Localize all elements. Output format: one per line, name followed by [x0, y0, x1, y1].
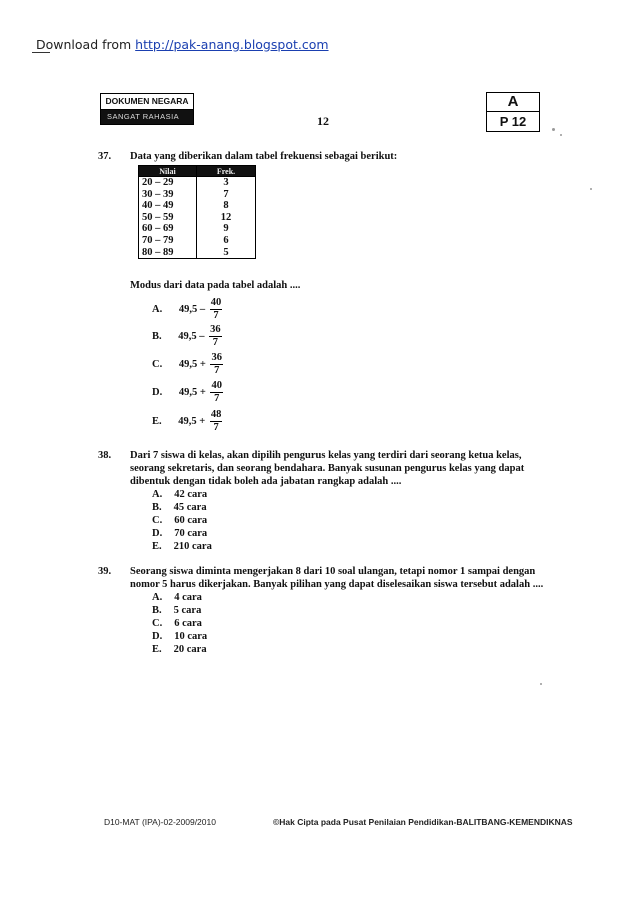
answer-option: [152, 502, 207, 513]
table-header-row: [139, 166, 256, 177]
option-label: D.: [152, 528, 163, 539]
option-label: B.: [152, 605, 162, 616]
answer-option: [152, 618, 202, 629]
fraction-denominator: 7: [213, 310, 219, 321]
answer-option: [152, 605, 201, 616]
table-row: [139, 200, 256, 212]
fraction-denominator: 7: [213, 422, 219, 433]
scan-speck: [552, 128, 555, 131]
table-row: [139, 247, 256, 259]
answer-option: [152, 297, 222, 322]
question-prompt: Modus dari data pada tabel adalah ....: [130, 280, 301, 291]
option-base: 49,5 –: [178, 303, 206, 315]
table-cell: 40 – 49: [139, 200, 197, 212]
question-number: 37.: [98, 151, 112, 162]
option-base: 49,5 +: [178, 386, 206, 398]
option-label: D.: [152, 386, 163, 398]
table-cell: 70 – 79: [139, 235, 197, 247]
table-cell: 6: [197, 235, 256, 247]
answer-option: [152, 592, 202, 603]
scan-speck: [560, 134, 562, 136]
fraction-denominator: 7: [212, 337, 219, 348]
option-text: 210 cara: [173, 541, 212, 552]
download-link[interactable]: http://pak-anang.blogspot.com: [135, 37, 329, 52]
exam-code-box: [486, 92, 540, 132]
option-text: 5 cara: [173, 605, 202, 616]
table-cell: 3: [197, 177, 256, 189]
table-header: Frek.: [197, 166, 256, 177]
fraction-numerator: 36: [210, 324, 221, 335]
answer-option: [152, 541, 212, 552]
doc-label: DOKUMEN NEGARA: [101, 94, 193, 110]
table-cell: 5: [197, 247, 256, 259]
question-text-line: nomor 5 harus dikerjakan. Banyak pilihan yang dapat diselesaikan siswa tersebut adalah ....: [130, 579, 544, 590]
table-row: [139, 212, 256, 224]
answer-option: [152, 352, 223, 377]
option-base: 49,5 +: [178, 415, 206, 427]
fraction-numerator: 40: [211, 380, 222, 391]
download-notice: [36, 37, 329, 52]
option-label: A.: [152, 303, 163, 315]
answer-option: [152, 380, 223, 405]
option-label: E.: [152, 541, 162, 552]
option-text: 6 cara: [174, 618, 202, 629]
fraction-denominator: 7: [214, 365, 220, 376]
exam-code-letter: A: [487, 93, 539, 112]
table-cell: 20 – 29: [139, 177, 197, 189]
option-label: C.: [152, 618, 163, 629]
download-prefix: Download from: [36, 37, 136, 52]
table-row: [139, 189, 256, 201]
option-label: B.: [152, 502, 162, 513]
option-label: A.: [152, 489, 163, 500]
table-cell: 8: [197, 200, 256, 212]
question-text-line: dibentuk dengan tidak boleh ada jabatan rangkap adalah ....: [130, 476, 402, 487]
table-header: Nilai: [139, 166, 197, 177]
divider: [32, 52, 50, 53]
fraction: [210, 297, 223, 322]
answer-option: [152, 489, 207, 500]
option-label: E.: [152, 415, 162, 427]
table-row: [139, 177, 256, 189]
footer-copyright: ©Hak Cipta pada Pusat Penilaian Pendidikan-BALITBANG-KEMENDIKNAS: [273, 817, 573, 827]
fraction: [210, 380, 223, 405]
frequency-table: [138, 165, 256, 259]
answer-option: [152, 515, 207, 526]
fraction-numerator: 40: [210, 297, 222, 308]
answer-option: [152, 324, 222, 349]
fraction-denominator: 7: [214, 393, 220, 404]
option-text: 42 cara: [174, 489, 208, 500]
option-label: E.: [152, 644, 162, 655]
fraction-numerator: 36: [211, 352, 222, 363]
table-row: [139, 235, 256, 247]
option-text: 4 cara: [174, 592, 202, 603]
question-text-line: Dari 7 siswa di kelas, akan dipilih pengurus kelas yang terdiri dari seorang ketua kelas,: [130, 450, 522, 461]
scan-speck: [590, 188, 592, 190]
footer-code: D10-MAT (IPA)-02-2009/2010: [104, 817, 216, 827]
table-row: [139, 223, 256, 235]
question-text-line: Seorang siswa diminta mengerjakan 8 dari 10 soal ulangan, tetapi nomor 1 sampai dengan: [130, 566, 536, 577]
fraction: [209, 324, 222, 349]
option-base: 49,5 –: [178, 330, 205, 342]
scan-speck: [540, 683, 542, 685]
table-cell: 50 – 59: [139, 212, 197, 224]
option-label: A.: [152, 592, 163, 603]
question-number: 39.: [98, 566, 112, 577]
table-cell: 80 – 89: [139, 247, 197, 259]
table-cell: 9: [197, 223, 256, 235]
doc-sub-label: SANGAT RAHASIA: [101, 110, 193, 124]
answer-option: [152, 528, 207, 539]
option-label: B.: [152, 330, 162, 342]
option-label: C.: [152, 515, 163, 526]
option-label: D.: [152, 631, 163, 642]
question-text-line: seorang sekretaris, dan seorang bendahara. Banyak susunan pengurus kelas yang dapat: [130, 463, 525, 474]
option-text: 10 cara: [174, 631, 208, 642]
table-cell: 7: [197, 189, 256, 201]
answer-option: [152, 631, 207, 642]
fraction: [210, 409, 223, 434]
option-text: 20 cara: [173, 644, 207, 655]
table-cell: 30 – 39: [139, 189, 197, 201]
question-number: 38.: [98, 450, 112, 461]
question-stem: Data yang diberikan dalam tabel frekuensi sebagai berikut:: [130, 151, 398, 162]
fraction-numerator: 48: [210, 409, 222, 420]
option-text: 45 cara: [173, 502, 207, 513]
option-text: 60 cara: [174, 515, 208, 526]
option-label: C.: [152, 358, 163, 370]
page-number: 12: [317, 114, 329, 128]
table-cell: 12: [197, 212, 256, 224]
exam-code-package: P 12: [499, 114, 527, 129]
option-text: 70 cara: [174, 528, 208, 539]
answer-option: [152, 409, 222, 434]
fraction: [210, 352, 223, 377]
option-base: 49,5 +: [178, 358, 206, 370]
answer-option: [152, 644, 207, 655]
document-classification-box: [100, 93, 194, 125]
table-cell: 60 – 69: [139, 223, 197, 235]
